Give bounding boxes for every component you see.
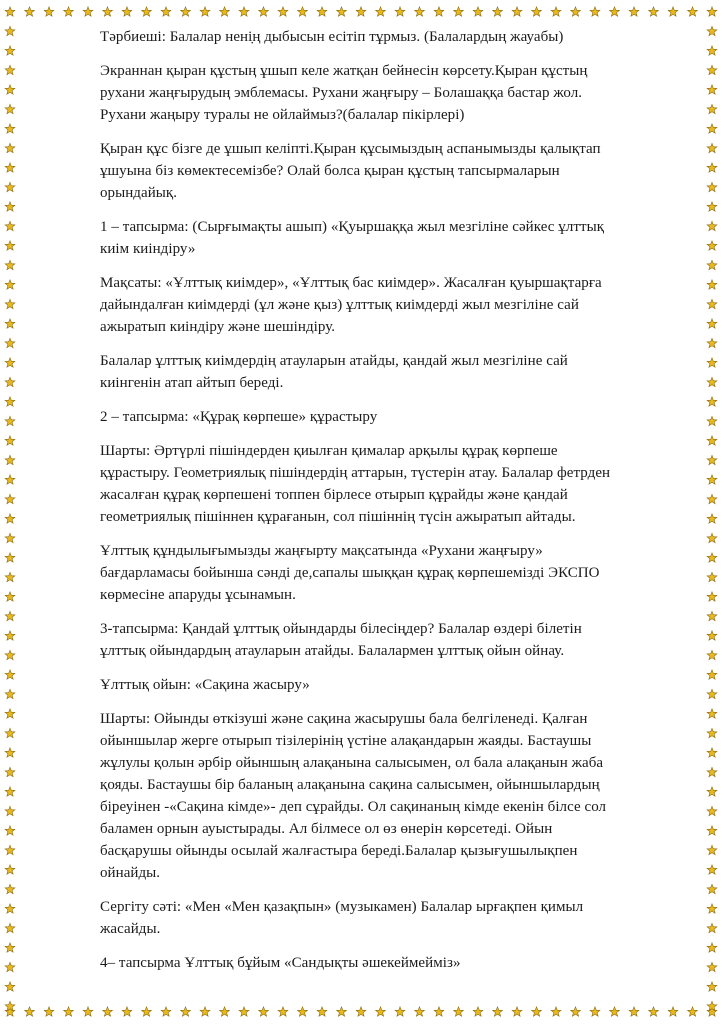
document-body xyxy=(100,26,690,986)
border-star-icon xyxy=(5,533,15,542)
border-star-icon xyxy=(5,104,15,113)
border-star-icon xyxy=(142,7,152,16)
border-star-icon xyxy=(5,182,15,191)
border-star-icon xyxy=(5,7,15,16)
border-star-icon xyxy=(473,1007,483,1016)
border-star-icon xyxy=(707,962,717,971)
border-star-icon xyxy=(707,806,717,815)
border-star-icon xyxy=(493,1007,503,1016)
border-star-icon xyxy=(668,1007,678,1016)
border-star-icon xyxy=(259,1007,269,1016)
border-star-icon xyxy=(707,728,717,737)
border-star-icon xyxy=(473,7,483,16)
border-star-icon xyxy=(161,7,171,16)
border-star-icon xyxy=(707,533,717,542)
border-star-icon xyxy=(5,260,15,269)
border-star-icon xyxy=(5,748,15,757)
border-star-icon xyxy=(5,202,15,211)
border-star-icon xyxy=(707,455,717,464)
border-star-icon xyxy=(5,865,15,874)
border-star-icon xyxy=(103,1007,113,1016)
border-star-icon xyxy=(707,884,717,893)
border-star-icon xyxy=(707,46,717,55)
border-star-icon xyxy=(707,7,717,16)
eagle-arrival-paragraph: Қыран құс бізге де ұшып келіпті.Қыран құсымыздың аспанымызды қалықтап ұшуына біз көмектесемізбе? Олай болса қыран құстың тапсырмаларын орындайық. xyxy=(100,141,601,201)
border-star-icon xyxy=(5,611,15,620)
border-star-icon xyxy=(707,475,717,484)
border-star-icon xyxy=(181,7,191,16)
border-star-icon xyxy=(707,826,717,835)
border-star-icon xyxy=(707,85,717,94)
border-star-icon xyxy=(707,377,717,386)
border-star-icon xyxy=(590,1007,600,1016)
border-star-icon xyxy=(356,7,366,16)
border-star-icon xyxy=(298,1007,308,1016)
task-2-condition-paragraph: Шарты: Әртүрлі пішіндерден қиылған қималар арқылы құрақ көрпеше құрастыру. Геометриялық пішіндердің аттарын, түстерін атау. Балалар фетрден жасалған құрақ көрпешені топпен бірлесе отырып құрайды және қандай геометриялық пішіннен құрағанын, сол пішіннің түсін ажыратып айтады. xyxy=(100,443,611,525)
border-star-icon xyxy=(5,572,15,581)
border-star-icon xyxy=(707,416,717,425)
border-star-icon xyxy=(707,514,717,523)
border-star-icon xyxy=(395,7,405,16)
border-star-icon xyxy=(5,592,15,601)
border-star-icon xyxy=(707,904,717,913)
border-star-icon xyxy=(707,767,717,776)
border-star-icon xyxy=(5,767,15,776)
border-star-icon xyxy=(707,572,717,581)
border-star-icon xyxy=(64,1007,74,1016)
border-star-icon xyxy=(5,241,15,250)
border-star-icon xyxy=(5,514,15,523)
border-star-icon xyxy=(707,845,717,854)
border-star-icon xyxy=(5,826,15,835)
border-star-icon xyxy=(5,943,15,952)
eagle-screen-paragraph: Экраннан қыран құстың ұшып келе жатқан бейнесін көрсету.Қыран құстың рухани жаңғырудың эмблемасы. Рухани жаңғыру – Болашаққа бастар жол. Рухани жаңыру туралы не ойлаймыз?(балалар пікірлері) xyxy=(100,63,588,123)
border-star-icon xyxy=(376,1007,386,1016)
border-star-icon xyxy=(434,1007,444,1016)
border-star-icon xyxy=(707,943,717,952)
border-star-icon xyxy=(5,26,15,35)
border-star-icon xyxy=(5,962,15,971)
border-star-icon xyxy=(590,7,600,16)
border-star-icon xyxy=(5,124,15,133)
task-4-heading: 4– тапсырма Ұлттық бұйым «Сандықты әшекеймейміз» xyxy=(100,955,461,971)
border-star-icon xyxy=(707,338,717,347)
border-star-icon xyxy=(5,358,15,367)
border-star-icon xyxy=(707,923,717,932)
border-star-icon xyxy=(707,163,717,172)
border-star-icon xyxy=(5,650,15,659)
border-star-icon xyxy=(5,553,15,562)
task-1-heading: 1 – тапсырма: (Сырғымақты ашып) «Қуыршаққа жыл мезгіліне сәйкес ұлттық киім киіндіру» xyxy=(100,219,605,257)
border-star-icon xyxy=(5,787,15,796)
task-1-goal-paragraph: Мақсаты: «Ұлттық киімдер», «Ұлттық бас киімдер». Жасалған қуыршақтарға дайындалған киімдерді (ұл және қыз) ұлттық киімдерді жыл мезгіліне сай ажыратып киіндіру және шешіндіру. xyxy=(100,275,602,335)
border-star-icon xyxy=(707,202,717,211)
border-star-icon xyxy=(200,7,210,16)
border-star-icon xyxy=(707,124,717,133)
border-star-icon xyxy=(220,1007,230,1016)
border-star-icon xyxy=(629,1007,639,1016)
task-3-paragraph: 3-тапсырма: Қандай ұлттық ойындарды білесіңдер? Балалар өздері білетін ұлттық ойындардың атауларын атайды. Балалармен ұлттық ойын ойнау. xyxy=(100,621,582,659)
border-star-icon xyxy=(5,904,15,913)
border-star-icon xyxy=(707,982,717,991)
game-rules-paragraph: Шарты: Ойынды өткізуші және сақина жасырушы бала белгіленеді. Қалған ойыншылар жерге отырып тізілерінің үстіне алақандарын жаяды. Бастаушы жұлулы қолын әрбір ойыншың алақанына салысымен, ол бала алақанын жаба қояды. Бастаушы бір баланың алақанына сақина салысымен, ойыншылардың біреуінен -«Сақина кімде»- деп сұрайды. Ол сақинаның кімде екенін білсе сол баламен орнын ауыстырады. Ал білмесе ол өз өнерін көрсетеді. Ойын басқарушы ойынды осылай жалғастыра береді.Балалар қызығушылықпен ойнайды. xyxy=(100,711,607,881)
border-star-icon xyxy=(5,143,15,152)
border-star-icon xyxy=(5,1007,15,1016)
border-star-icon xyxy=(317,1007,327,1016)
border-star-icon xyxy=(5,806,15,815)
border-star-icon xyxy=(5,1001,15,1010)
border-star-icon xyxy=(707,494,717,503)
border-star-icon xyxy=(454,1007,464,1016)
border-star-icon xyxy=(278,7,288,16)
border-star-icon xyxy=(5,377,15,386)
border-star-icon xyxy=(493,7,503,16)
border-star-icon xyxy=(707,299,717,308)
border-star-icon xyxy=(707,65,717,74)
task-2-heading: 2 – тапсырма: «Құрақ көрпеше» құрастыру xyxy=(100,409,378,425)
border-star-icon xyxy=(707,260,717,269)
border-star-icon xyxy=(376,7,386,16)
border-star-icon xyxy=(415,7,425,16)
border-star-icon xyxy=(5,221,15,230)
border-star-icon xyxy=(5,884,15,893)
border-star-icon xyxy=(5,475,15,484)
border-star-icon xyxy=(629,7,639,16)
border-star-icon xyxy=(337,1007,347,1016)
border-star-icon xyxy=(83,1007,93,1016)
border-star-icon xyxy=(707,670,717,679)
border-star-icon xyxy=(239,7,249,16)
border-star-icon xyxy=(5,982,15,991)
border-star-icon xyxy=(707,397,717,406)
border-star-icon xyxy=(395,1007,405,1016)
border-star-icon xyxy=(707,182,717,191)
border-star-icon xyxy=(5,494,15,503)
border-star-icon xyxy=(707,319,717,328)
border-star-icon xyxy=(668,7,678,16)
border-star-icon xyxy=(5,299,15,308)
border-star-icon xyxy=(83,7,93,16)
border-star-icon xyxy=(239,1007,249,1016)
border-star-icon xyxy=(64,7,74,16)
border-star-icon xyxy=(298,7,308,16)
border-star-icon xyxy=(356,1007,366,1016)
border-star-icon xyxy=(415,1007,425,1016)
border-star-icon xyxy=(5,85,15,94)
border-star-icon xyxy=(571,1007,581,1016)
national-game-heading: Ұлттық ойын: «Сақина жасыру» xyxy=(100,677,310,693)
border-star-icon xyxy=(707,26,717,35)
border-star-icon xyxy=(532,7,542,16)
border-star-icon xyxy=(707,1007,717,1016)
border-star-icon xyxy=(649,1007,659,1016)
border-star-icon xyxy=(44,7,54,16)
border-star-icon xyxy=(707,241,717,250)
border-star-icon xyxy=(434,7,444,16)
border-star-icon xyxy=(532,1007,542,1016)
border-star-icon xyxy=(25,7,35,16)
border-star-icon xyxy=(5,280,15,289)
border-star-icon xyxy=(649,7,659,16)
border-star-icon xyxy=(278,1007,288,1016)
border-star-icon xyxy=(103,7,113,16)
border-star-icon xyxy=(5,338,15,347)
refresh-moment-paragraph: Сергіту сәті: «Мен «Мен қазақпын» (музыкамен) Балалар ырғақпен қимыл жасайды. xyxy=(100,899,584,937)
border-star-icon xyxy=(551,1007,561,1016)
border-star-icon xyxy=(707,358,717,367)
border-star-icon xyxy=(122,1007,132,1016)
border-star-icon xyxy=(5,397,15,406)
border-star-icon xyxy=(707,865,717,874)
border-star-icon xyxy=(707,1001,717,1010)
task-1-children-paragraph: Балалар ұлттық киімдердің атауларын атайды, қандай жыл мезгіліне сай киінгенін атап айтып береді. xyxy=(100,353,568,391)
border-star-icon xyxy=(122,7,132,16)
border-star-icon xyxy=(200,1007,210,1016)
border-star-icon xyxy=(259,7,269,16)
border-star-icon xyxy=(5,689,15,698)
border-star-icon xyxy=(161,1007,171,1016)
border-star-icon xyxy=(317,7,327,16)
border-star-icon xyxy=(551,7,561,16)
border-star-icon xyxy=(454,7,464,16)
border-star-icon xyxy=(5,163,15,172)
border-star-icon xyxy=(5,728,15,737)
border-star-icon xyxy=(25,1007,35,1016)
border-star-icon xyxy=(707,611,717,620)
border-star-icon xyxy=(512,1007,522,1016)
border-star-icon xyxy=(688,7,698,16)
border-star-icon xyxy=(688,1007,698,1016)
border-star-icon xyxy=(181,1007,191,1016)
border-star-icon xyxy=(5,845,15,854)
border-star-icon xyxy=(5,436,15,445)
border-star-icon xyxy=(610,7,620,16)
border-star-icon xyxy=(5,670,15,679)
border-star-icon xyxy=(571,7,581,16)
border-star-icon xyxy=(44,1007,54,1016)
border-star-icon xyxy=(5,455,15,464)
border-star-icon xyxy=(707,650,717,659)
border-star-icon xyxy=(220,7,230,16)
border-star-icon xyxy=(707,748,717,757)
border-star-icon xyxy=(707,592,717,601)
border-star-icon xyxy=(5,46,15,55)
border-star-icon xyxy=(142,1007,152,1016)
border-star-icon xyxy=(707,787,717,796)
national-values-paragraph: Ұлттық құндылығымызды жаңғырту мақсатында «Рухани жаңғыру» бағдарламасы бойынша сәнді де,сапалы шыққан құрақ көрпешемізді ЭКСПО көрмесіне апаруды ұсынамын. xyxy=(100,543,600,603)
border-star-icon xyxy=(5,709,15,718)
border-star-icon xyxy=(707,553,717,562)
border-star-icon xyxy=(5,319,15,328)
border-star-icon xyxy=(707,689,717,698)
border-star-icon xyxy=(707,631,717,640)
border-star-icon xyxy=(5,65,15,74)
border-star-icon xyxy=(5,923,15,932)
border-star-icon xyxy=(707,436,717,445)
border-star-icon xyxy=(707,143,717,152)
border-star-icon xyxy=(707,709,717,718)
border-star-icon xyxy=(707,104,717,113)
border-star-icon xyxy=(610,1007,620,1016)
border-star-icon xyxy=(512,7,522,16)
teacher-question-paragraph: Тәрбиеші: Балалар нені̣ң дыбысын есітіп тұрмыз. (Балалардың жауабы) xyxy=(100,29,564,45)
border-star-icon xyxy=(5,416,15,425)
border-star-icon xyxy=(707,221,717,230)
border-star-icon xyxy=(707,280,717,289)
border-star-icon xyxy=(337,7,347,16)
border-star-icon xyxy=(5,631,15,640)
